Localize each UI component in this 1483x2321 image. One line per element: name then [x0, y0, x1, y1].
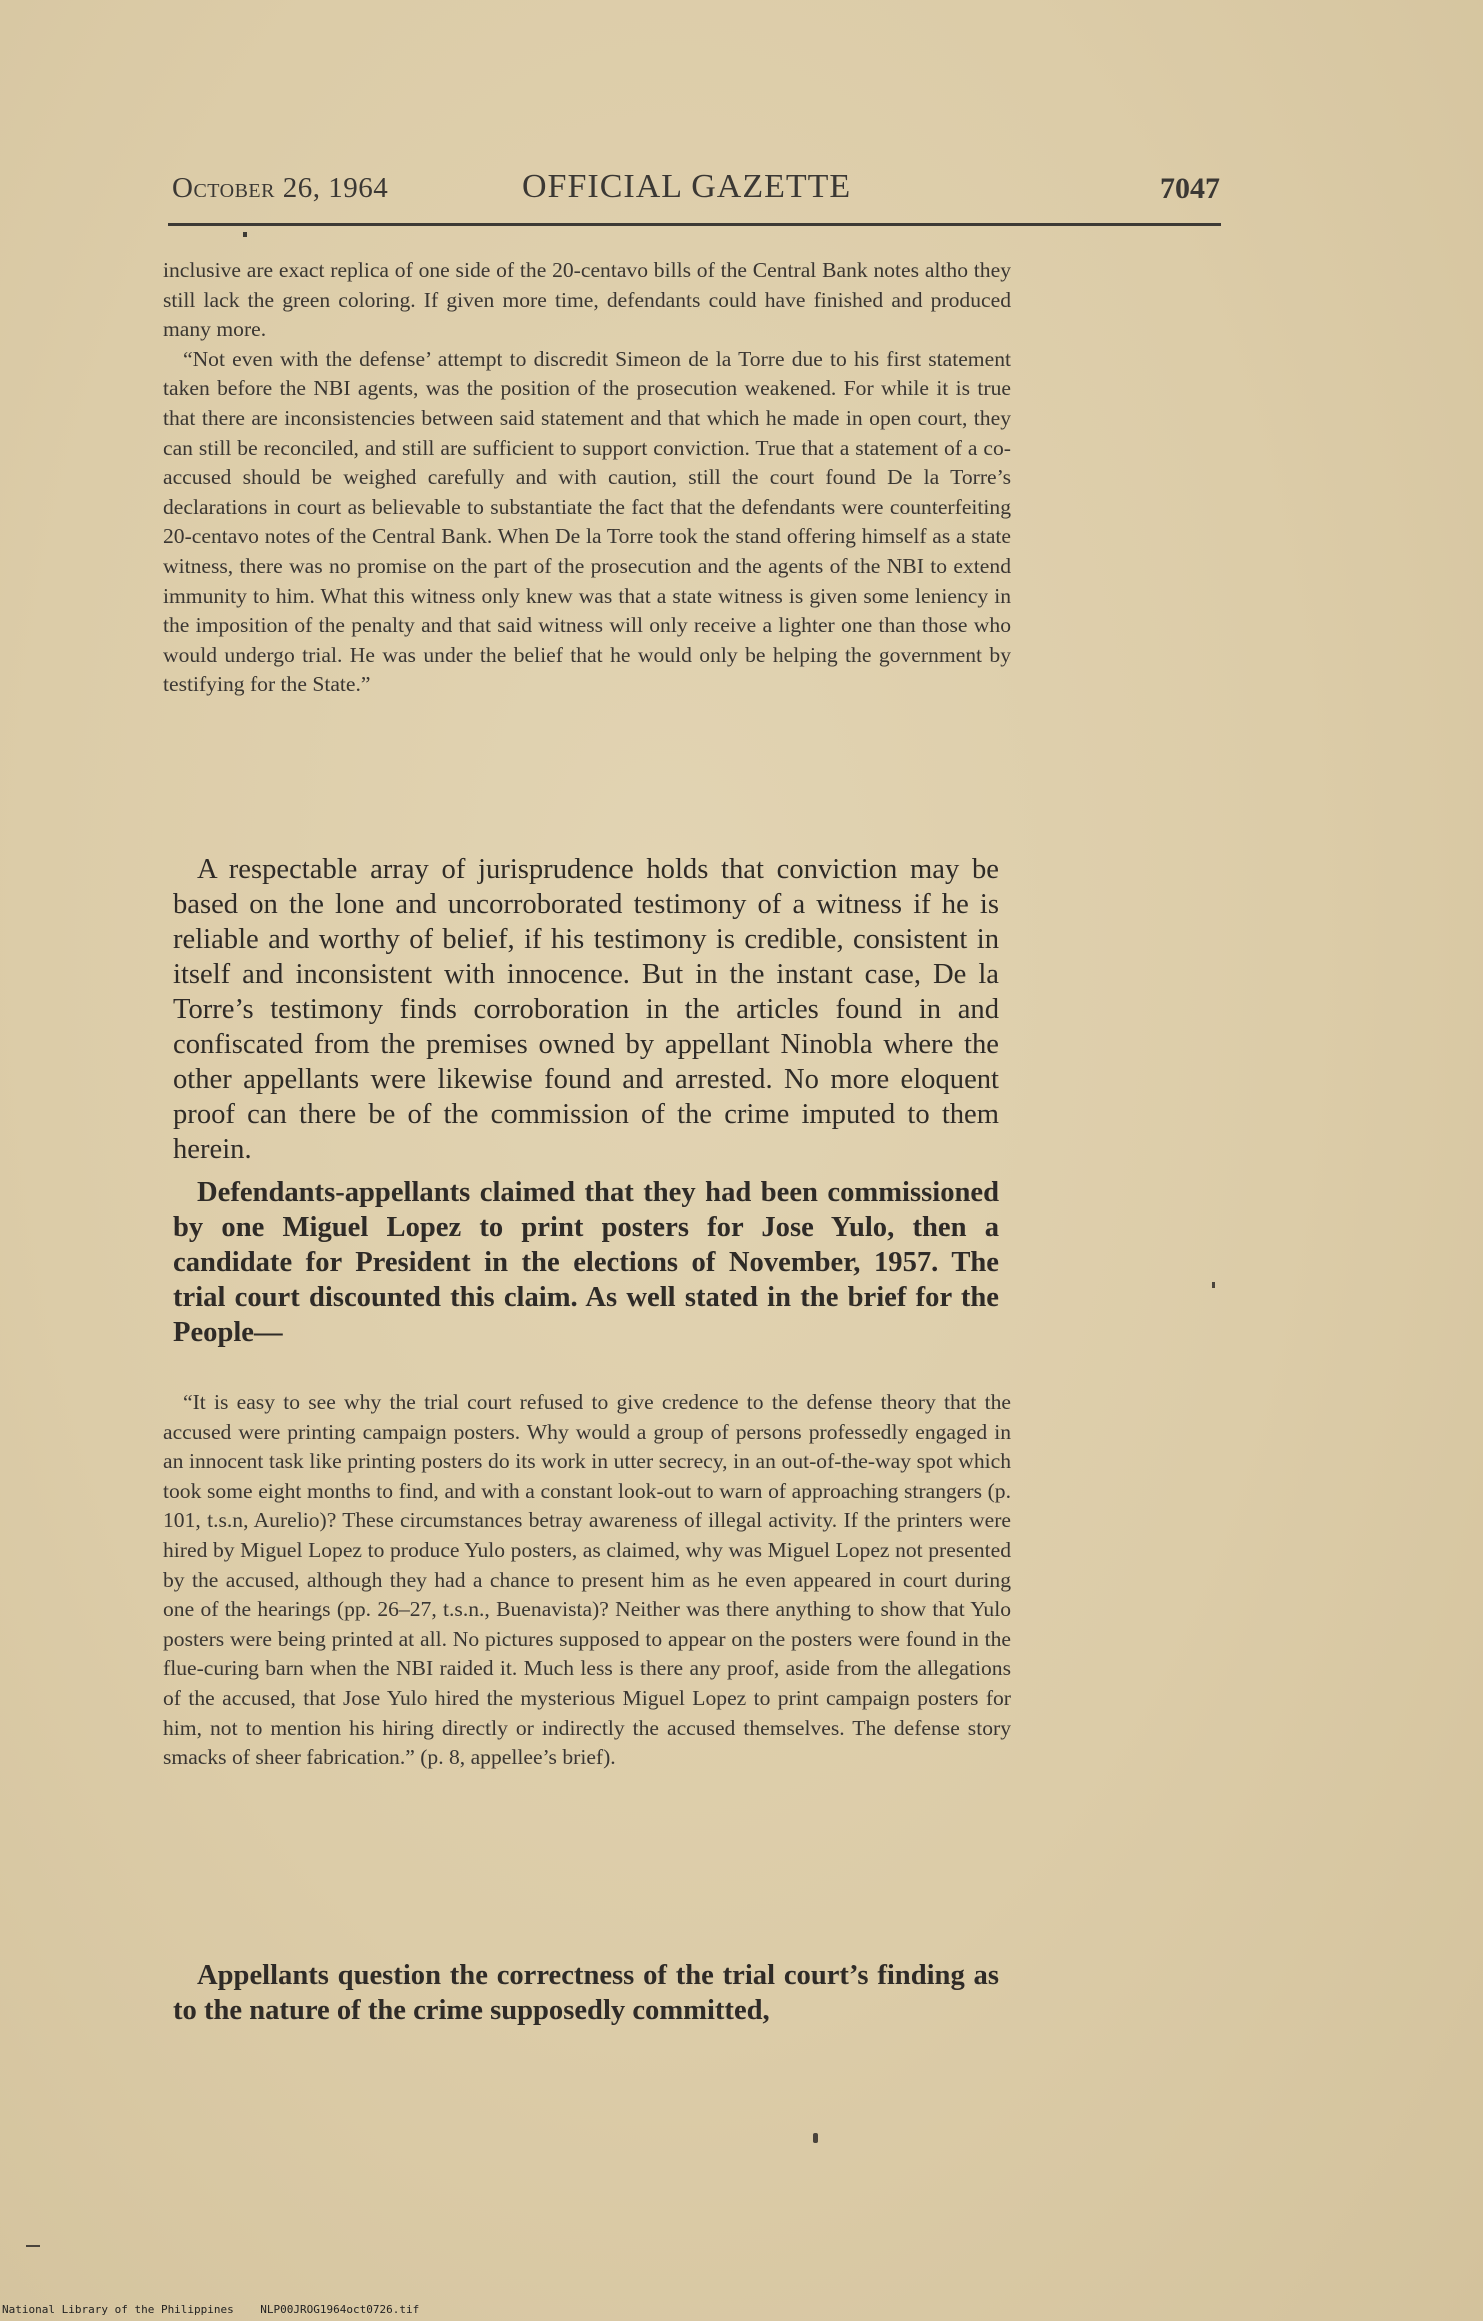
body-block-2 [173, 1958, 999, 2028]
footer-filename: NLP00JROG1964oct0726.tif [260, 2303, 420, 2316]
quote1-paragraph-2: “Not even with the defense’ attempt to discredit Simeon de la Torre due to his first statement taken before the NBI agents, was the position of the prosecution weakened. For while it is true that there are inconsistencies between said statement and that which he made in open court, they can still be reconciled, and still are sufficient to support conviction. True that a statement of a co-accused should be weighed carefully and with caution, still the court found De la Torre’s declarations in court as believable to substantiate the fact that the defendants were counterfeiting 20-centavo notes of the Central Bank. When De la Torre took the stand offering himself as a state witness, there was no promise on the part of the prosecution and the agents of the NBI to extend immunity to him. What this witness only knew was that a state witness is given some leniency in the imposition of the penalty and that said witness will only receive a lighter one than those who would undergo trial. He was under the belief that he would only be helping the government by testifying for the State.” [163, 346, 1011, 697]
edge-speck [26, 2245, 40, 2247]
quote-block-2 [163, 1388, 1011, 1773]
bottom-speck [813, 2133, 818, 2143]
margin-speck [1212, 1282, 1215, 1288]
footer-source: National Library of the Philippines [2, 2303, 234, 2316]
header-rule [168, 223, 1221, 226]
ink-speck [243, 232, 247, 237]
body2-paragraph-1: Appellants question the correctness of the trial court’s finding as to the nature of the crime supposedly committed, [173, 1960, 999, 2026]
body-block-1 [173, 852, 999, 1350]
body1-paragraph-1: A respectable array of jurisprudence holds that conviction may be based on the lone and uncorroborated testimony of a witness if he is reliable and worthy of belief, if his testimony is credible, consistent in itself and inconsistent with innocence. But in the instant case, De la Torre’s testimony finds corroboration in the articles found in and confiscated from the premises owned by appellant Ninobla where the other appellants were likewise found and arrested. No more eloquent proof can there be of the commission of the crime imputed to them herein. [173, 854, 999, 1165]
header-title: OFFICIAL GAZETTE [522, 168, 852, 205]
quote2-paragraph-1: “It is easy to see why the trial court refused to give credence to the defense theory that the accused were printing campaign posters. Why would a group of persons professedly engaged in an innocent task like printing posters do its work in utter secrecy, in an out-of-the-way spot which took some eight months to find, and with a constant look-out to warn of approaching strangers (p. 101, t.s.n, Aurelio)? These circumstances betray awareness of illegal activity. If the printers were hired by Miguel Lopez to produce Yulo posters, as claimed, why was Miguel Lopez not presented by the accused, although they had a chance to present him as he even appeared in court during one of the hearings (pp. 26–27, t.s.n., Buenavista)? Neither was there anything to show that Yulo posters were being printed at all. No pictures supposed to appear on the posters were found in the flue-curing barn when the NBI raided it. Much less is there any proof, aside from the allegations of the accused, that Jose Yulo hired the mysterious Miguel Lopez to print campaign posters for him, not to mention his hiring directly or indirectly the accused themselves. The defense story smacks of sheer fabrication.” (p. 8, appellee’s brief). [163, 1390, 1011, 1770]
header-page-number: 7047 [1160, 172, 1220, 205]
quote1-paragraph-1: inclusive are exact replica of one side of the 20-centavo bills of the Central Bank notes altho they still lack the green coloring. If given more time, defendants could have finished and produced many more. [163, 258, 1011, 342]
page-header [172, 168, 1220, 212]
body1-paragraph-2: Defendants-appellants claimed that they had been commissioned by one Miguel Lopez to print posters for Jose Yulo, then a candidate for President in the elections of November, 1957. The trial court discounted this claim. As well stated in the brief for the People— [173, 1177, 999, 1348]
quote-block-1 [163, 256, 1011, 700]
scan-footer [2, 2303, 419, 2316]
header-date: October 26, 1964 [172, 172, 389, 204]
